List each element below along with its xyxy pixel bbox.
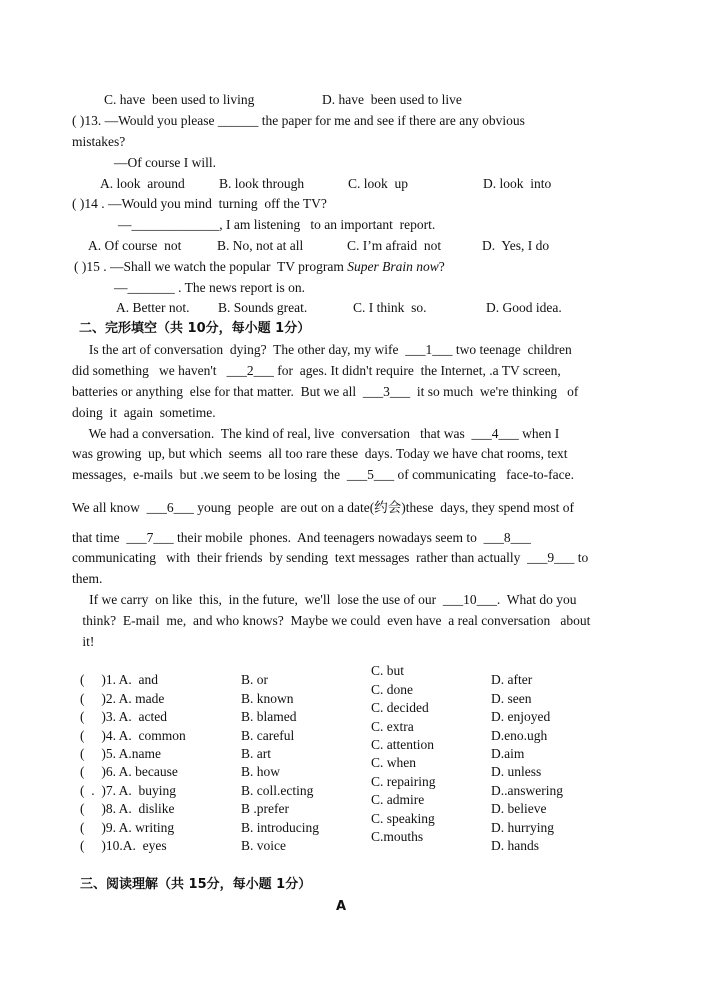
option-row-number: ( )1. A. and xyxy=(80,672,158,687)
option-c: C. admire xyxy=(371,792,425,807)
cloze-p2-line3: messages, e-mails but .we seem to be losing the ___5___ of communicating face-to-face. xyxy=(72,467,574,482)
section3-title: 三、阅读理解（共 15分，每小题 1分） xyxy=(80,877,312,892)
cloze-p4-line3: it! xyxy=(79,634,95,649)
option-row-number: ( )9. A. writing xyxy=(80,820,175,835)
q15-option-a: A. Better not. xyxy=(116,300,190,315)
passage-label: A xyxy=(336,899,347,914)
option-row-number: ( . )7. A. buying xyxy=(80,783,176,798)
option-c: C. done xyxy=(371,682,413,697)
option-b: B. coll.ecting xyxy=(241,783,314,798)
q14-option-a: A. Of course not xyxy=(88,238,182,253)
q13-option-a: A. look around xyxy=(100,176,185,191)
q14-response: —_____________, I am listening to an important report. xyxy=(118,217,436,232)
option-row-number: ( )6. A. because xyxy=(80,764,178,779)
option-b: B. or xyxy=(241,672,268,687)
q14-option-b: B. No, not at all xyxy=(217,238,304,253)
section2-title: 二、完形填空（共 10分，每小题 1分） xyxy=(79,321,311,336)
option-d: D. unless xyxy=(491,764,542,779)
option-d: D. seen xyxy=(491,691,532,706)
cloze-p1-line4: doing it again sometime. xyxy=(72,405,216,420)
cloze-p1-line3: batteries or anything else for that matter. But we all ___3___ it so much we're thinking of xyxy=(72,384,579,399)
option-b: B. blamed xyxy=(241,709,297,724)
option-c: C. but xyxy=(371,663,405,678)
cloze-p4-line2: think? E-mail me, and who knows? Maybe we could even have a real conversation about xyxy=(79,613,591,628)
option-c: C. decided xyxy=(371,700,429,715)
q15-stem-prefix: ( )15 . —Shall we watch the popular TV program xyxy=(74,259,348,274)
option-b: B. careful xyxy=(241,728,295,743)
cloze-p2-line1: We had a conversation. The kind of real, live conversation that was ___4___ when I xyxy=(72,426,560,441)
option-row-number: ( )10.A. eyes xyxy=(80,838,167,853)
option-row-number: ( )3. A. acted xyxy=(80,709,167,724)
cloze-p2-line2: was growing up, but which seems all too rare these days. Today we have chat rooms, text xyxy=(72,446,568,461)
cloze-p3-line2: that time ___7___ their mobile phones. And teenagers nowadays seem to ___8___ xyxy=(72,530,531,545)
option-row-number: ( )4. A. common xyxy=(80,728,186,743)
option-row-number: ( )8. A. dislike xyxy=(80,801,175,816)
option-d: D. hands xyxy=(491,838,539,853)
option-c: C. attention xyxy=(371,737,434,752)
q13-stem-cont: mistakes? xyxy=(72,134,126,149)
option-b: B .prefer xyxy=(241,801,289,816)
q14-stem: ( )14 . —Would you mind turning off the TV? xyxy=(72,196,327,211)
cloze-p4-line1: If we carry on like this, in the future, we'll lose the use of our ___10___. What do you xyxy=(79,592,577,607)
option-b: B. known xyxy=(241,691,294,706)
option-row-number: ( )2. A. made xyxy=(80,691,165,706)
option-d: D. after xyxy=(491,672,533,687)
cloze-p3-line4: them. xyxy=(72,571,103,586)
option-c: C. speaking xyxy=(371,811,435,826)
option-d: D.eno.ugh xyxy=(491,728,548,743)
q13-response: —Of course I will. xyxy=(114,155,216,170)
option-b: B. introducing xyxy=(241,820,319,835)
option-d: D. hurrying xyxy=(491,820,554,835)
q13-stem: ( )13. —Would you please ______ the paper for me and see if there are any obvious xyxy=(72,113,525,128)
q15-program-name: Super Brain now xyxy=(347,259,439,274)
q15-response: —_______ . The news report is on. xyxy=(114,280,305,295)
option-b: B. voice xyxy=(241,838,286,853)
option-d: D. enjoyed xyxy=(491,709,551,724)
option-c: C. extra xyxy=(371,719,414,734)
q13-option-b: B. look through xyxy=(219,176,305,191)
option-b: B. how xyxy=(241,764,281,779)
option-c: C. when xyxy=(371,755,416,770)
option-c: C.mouths xyxy=(371,829,424,844)
cloze-p1-line2: did something we haven't ___2___ for ages. It didn't require the Internet, .a TV screen, xyxy=(72,363,561,378)
cloze-p3-line3: communicating with their friends by sending text messages rather than actually ___9___ to xyxy=(72,550,589,565)
option-c: C. repairing xyxy=(371,774,436,789)
q14-option-d: D. Yes, I do xyxy=(482,238,550,253)
q15-stem xyxy=(74,259,445,275)
cloze-p3-line1: We all know ___6___ young people are out on a date(约会)these days, they spend most of xyxy=(72,500,575,515)
cloze-p1-line1: Is the art of conversation dying? The other day, my wife ___1___ two teenage children xyxy=(72,342,572,357)
option-d: D..answering xyxy=(491,783,563,798)
q13-option-c: C. look up xyxy=(348,176,409,191)
q12-option-d: D. have been used to live xyxy=(322,92,462,107)
option-row-number: ( )5. A.name xyxy=(80,746,161,761)
q15-option-c: C. I think so. xyxy=(353,300,427,315)
q12-option-c: C. have been used to living xyxy=(104,92,255,107)
option-d: D.aim xyxy=(491,746,525,761)
q15-option-b: B. Sounds great. xyxy=(218,300,308,315)
q13-option-d: D. look into xyxy=(483,176,552,191)
option-b: B. art xyxy=(241,746,271,761)
option-d: D. believe xyxy=(491,801,547,816)
q15-stem-suffix: ? xyxy=(438,259,445,274)
q15-option-d: D. Good idea. xyxy=(486,300,562,315)
q14-option-c: C. I’m afraid not xyxy=(347,238,442,253)
